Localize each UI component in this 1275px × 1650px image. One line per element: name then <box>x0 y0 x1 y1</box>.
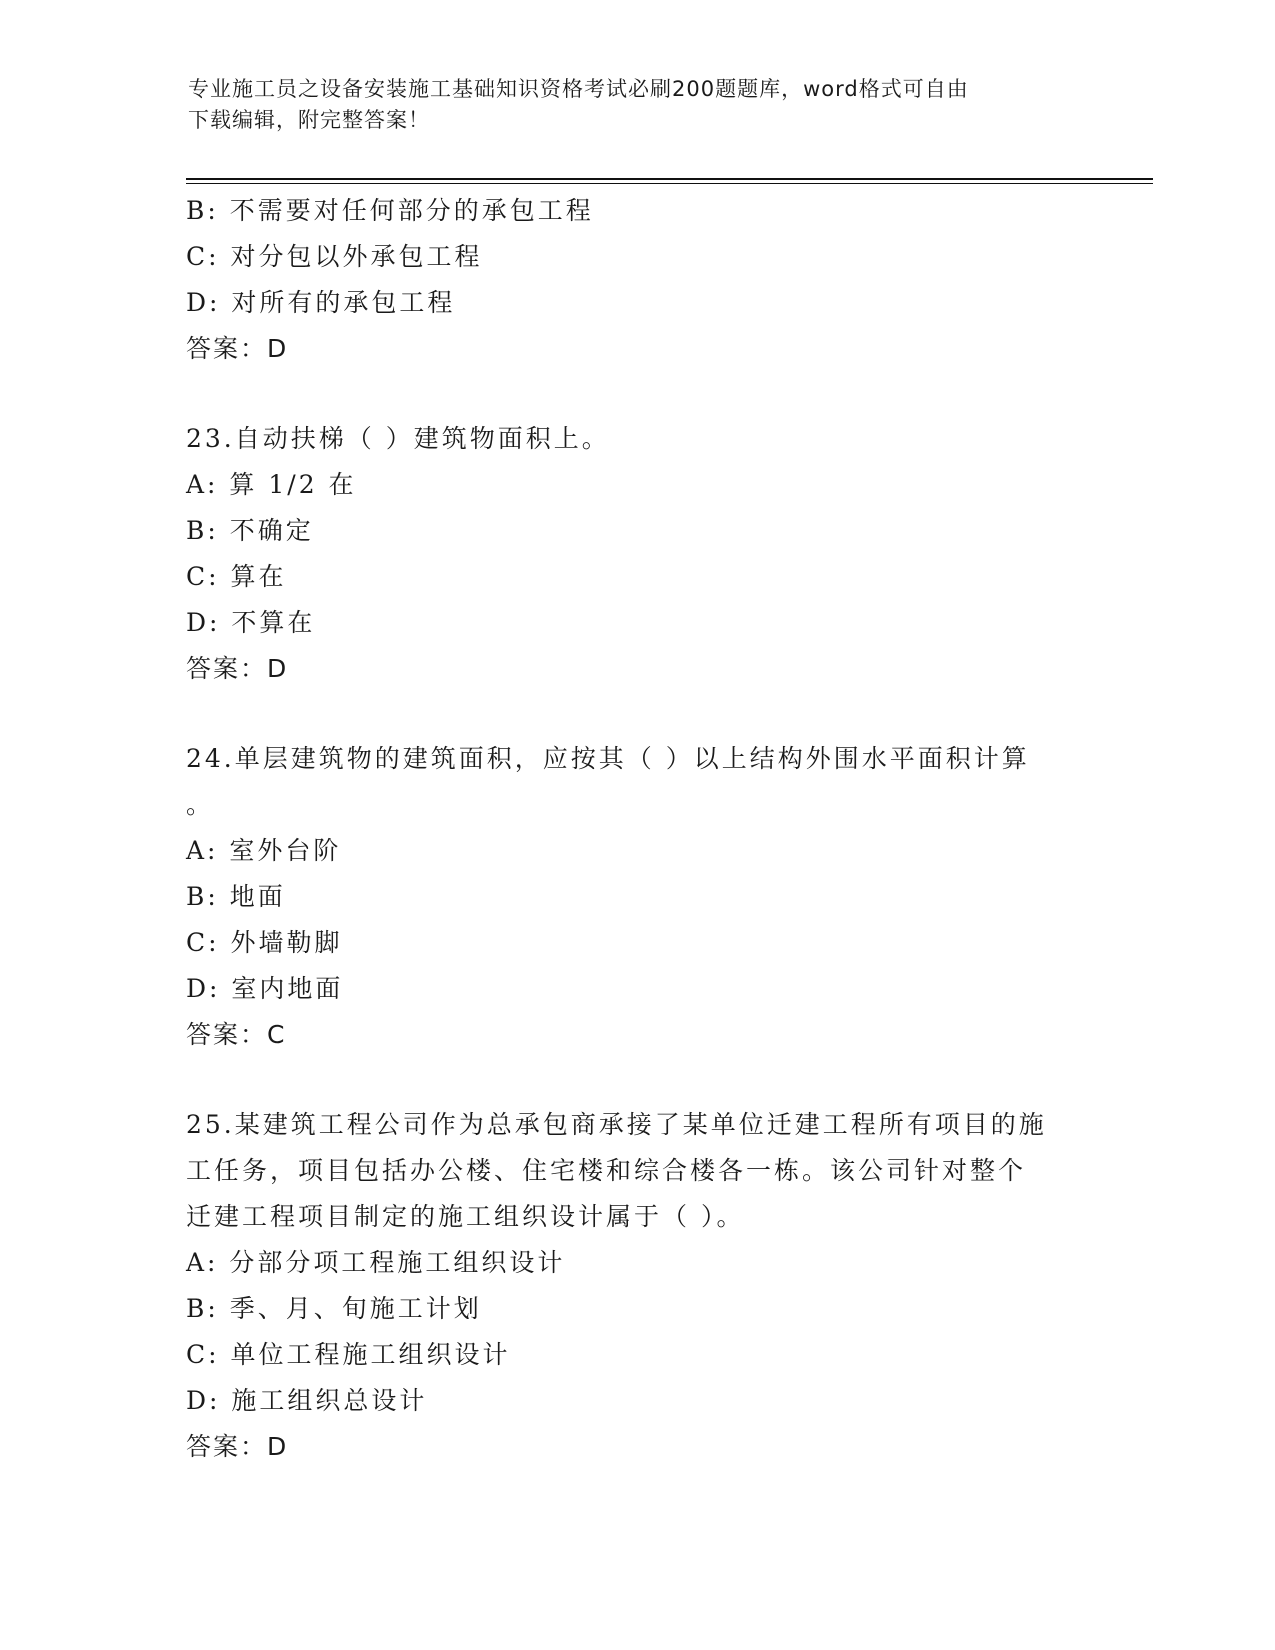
q24-answer: 答案：C <box>186 1020 287 1049</box>
q23-option-a: A: 算 1/2 在 <box>186 470 357 499</box>
q23-answer: 答案：D <box>186 654 289 683</box>
q22-answer: 答案：D <box>186 334 289 363</box>
question-23-block <box>186 416 1086 692</box>
header-line-1: 专业施工员之设备安装施工基础知识资格考试必刷200题题库，word格式可自由 <box>188 77 969 101</box>
question-25-block <box>186 1102 1086 1470</box>
q23-option-d: D: 不算在 <box>186 608 316 637</box>
q22-option-d: D: 对所有的承包工程 <box>186 288 456 317</box>
spacer <box>186 1058 1086 1102</box>
q24-stem-line-2: 。 <box>186 790 215 819</box>
q25-option-b: B: 季、月、旬施工计划 <box>186 1294 482 1323</box>
spacer <box>186 692 1086 736</box>
q25-stem-line-3: 迁建工程项目制定的施工组织设计属于（ ）。 <box>186 1202 745 1231</box>
spacer <box>186 372 1086 416</box>
q22-option-b: B: 不需要对任何部分的承包工程 <box>186 196 594 225</box>
q25-answer: 答案：D <box>186 1432 289 1461</box>
header-divider-thick <box>186 178 1153 180</box>
document-header <box>188 74 1068 136</box>
q23-option-c: C: 算在 <box>186 562 287 591</box>
q24-option-d: D: 室内地面 <box>186 974 344 1003</box>
q25-stem-line-1: 25.某建筑工程公司作为总承包商承接了某单位迁建工程所有项目的施 <box>186 1110 1047 1139</box>
q24-option-a: A: 室外台阶 <box>186 836 342 865</box>
q24-option-c: C: 外墙勒脚 <box>186 928 343 957</box>
q25-option-d: D: 施工组织总设计 <box>186 1386 428 1415</box>
q24-option-b: B: 地面 <box>186 882 286 911</box>
question-22-block <box>186 188 1086 372</box>
q25-option-a: A: 分部分项工程施工组织设计 <box>186 1248 566 1277</box>
header-line-2: 下载编辑，附完整答案！ <box>188 108 430 132</box>
q24-stem-line-1: 24.单层建筑物的建筑面积，应按其（ ）以上结构外围水平面积计算 <box>186 744 1030 773</box>
q25-option-c: C: 单位工程施工组织设计 <box>186 1340 511 1369</box>
q23-stem: 23.自动扶梯（ ）建筑物面积上。 <box>186 424 610 453</box>
question-24-block <box>186 736 1086 1058</box>
q23-option-b: B: 不确定 <box>186 516 314 545</box>
q22-option-c: C: 对分包以外承包工程 <box>186 242 483 271</box>
q25-stem-line-2: 工任务，项目包括办公楼、住宅楼和综合楼各一栋。该公司针对整个 <box>186 1156 1027 1185</box>
header-divider-thin <box>186 183 1153 184</box>
question-content <box>186 188 1086 1470</box>
